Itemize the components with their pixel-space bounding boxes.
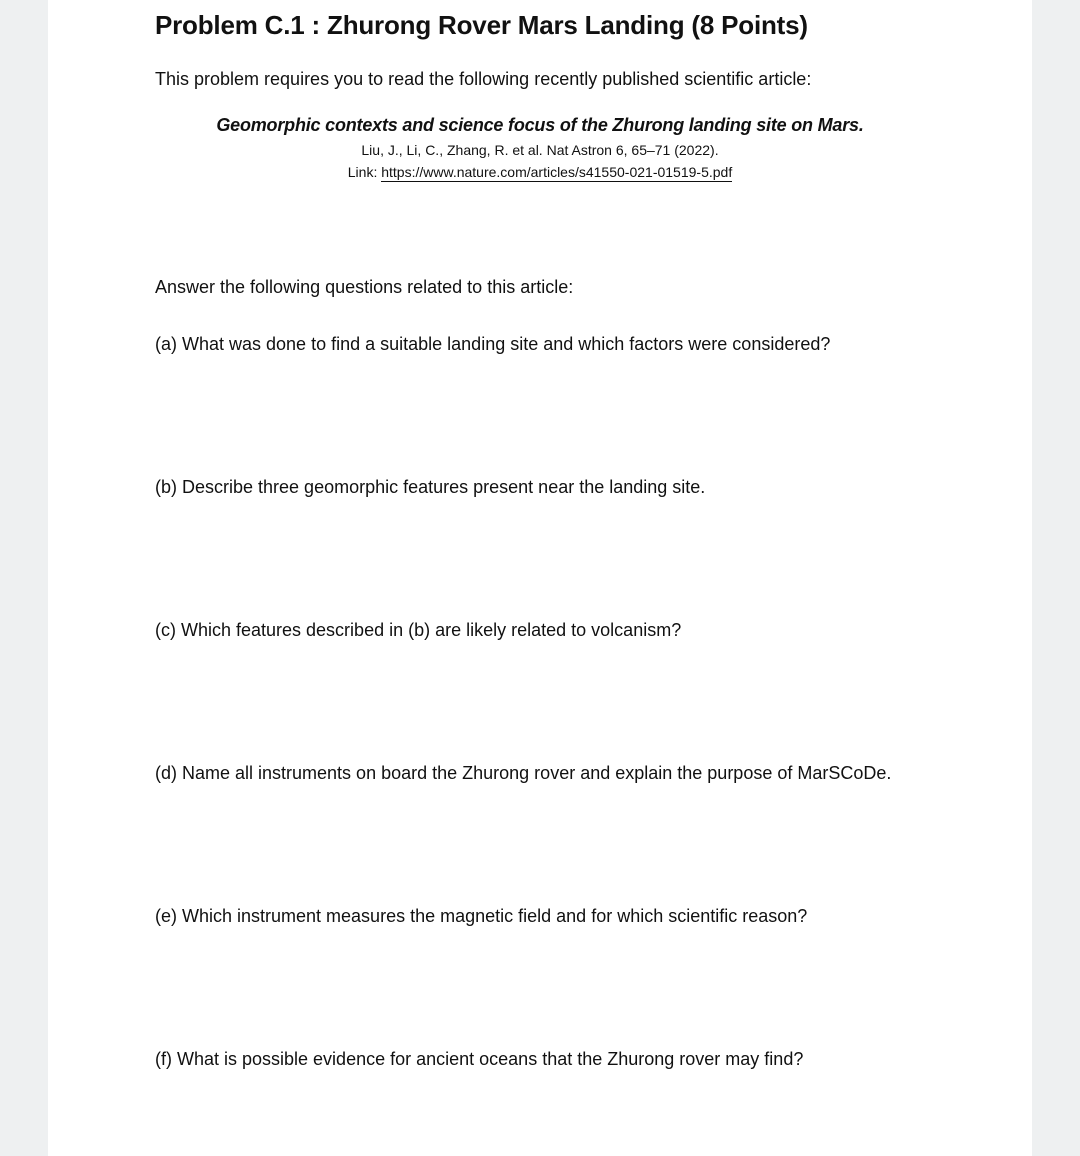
questions-lead: Answer the following questions related to this article: [155,277,574,297]
problem-title: Problem C.1 : Zhurong Rover Mars Landing (8 Points) [155,10,808,40]
question-e: (e) Which instrument measures the magnetic field and for which scientific reason? [155,906,808,926]
question-c: (c) Which features described in (b) are likely related to volcanism? [155,620,682,640]
question-a: (a) What was done to find a suitable landing site and which factors were considered? [155,334,831,354]
citation-link-line [48,164,1032,180]
document-page [48,0,1032,1156]
question-f: (f) What is possible evidence for ancient oceans that the Zhurong rover may find? [155,1049,804,1069]
citation-link-label: Link: [347,164,382,180]
problem-intro: This problem requires you to read the following recently published scientific article: [155,69,812,89]
citation-authors: Liu, J., Li, C., Zhang, R. et al. Nat Astron 6, 65–71 (2022). [361,142,719,158]
citation-title: Geomorphic contexts and science focus of the Zhurong landing site on Mars. [216,115,864,135]
question-b: (b) Describe three geomorphic features present near the landing site. [155,477,706,497]
question-d: (d) Name all instruments on board the Zhurong rover and explain the purpose of MarSCoDe. [155,763,892,783]
citation-link[interactable]: https://www.nature.com/articles/s41550-021-01519-5.pdf [381,164,733,180]
